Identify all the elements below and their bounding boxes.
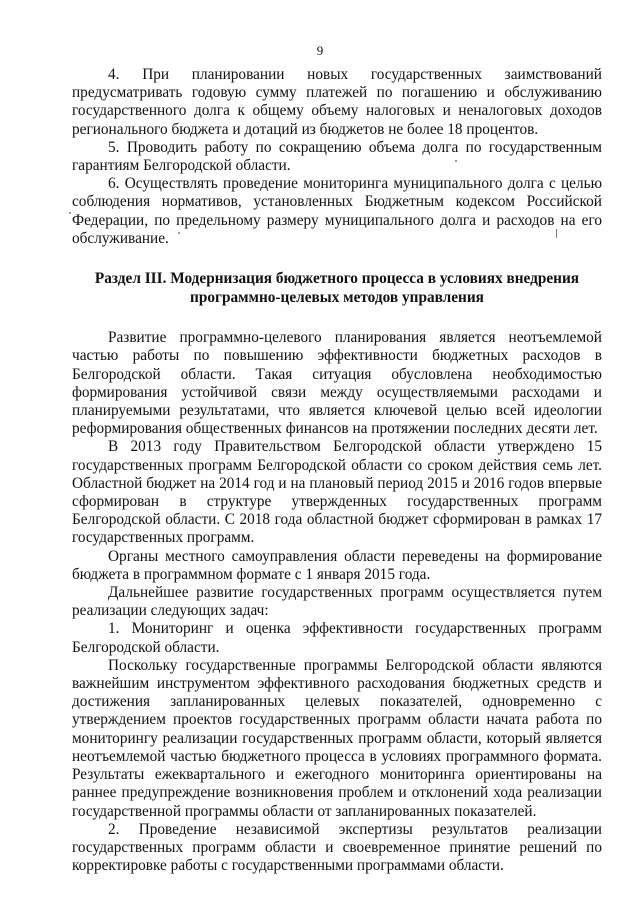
section-heading: Раздел III. Модернизация бюджетного процесса в условиях внедрения программно-целевых методов управления (94, 270, 580, 306)
page-number: 9 (316, 43, 324, 58)
paragraph-program-planning: Развитие программно-целевого планирования является неотъемлемой частью работы по повышению эффективности бюджетных расходов в Белгородской области. Такая ситуация обусловлена необходимостью формирования устойчивой связи между осуществляемыми расходами и планируемыми результатами, что является ключевой целью всей идеологии реформирования общественных финансов на протяжении последних десяти лет. (72, 329, 602, 438)
paragraph-5: 5. Проводить работу по сокращению объема долга по государственным гарантиям Белгородской области. (72, 138, 602, 175)
paragraph-task-1: 1. Мониторинг и оценка эффективности государственных программ Белгородской области. (72, 620, 602, 656)
scan-speck (178, 232, 180, 234)
scan-speck (69, 212, 71, 214)
paragraph-4: 4. При планировании новых государственных заимствований предусматривать годовую сумму платежей по погашению и обслуживанию государственного долга к общему объему налоговых и неналоговых доходов регионального бюджета и дотаций из бюджетов не более 18 процентов. (72, 66, 602, 138)
scan-speck (556, 229, 557, 238)
paragraph-task-2: 2. Проведение независимой экспертизы результатов реализации государственных программ области и своевременное принятие решений по корректировке работы с государственными программами области. (72, 820, 602, 875)
document-body (72, 66, 602, 875)
paragraph-further-development: Дальнейшее развитие государственных программ осуществляется путем реализации следующих задач: (72, 584, 602, 620)
paragraph-2013-programs: В 2013 году Правительством Белгородской области утверждено 15 государственных программ Белгородской области со сроком действия семь лет. Областной бюджет на 2014 год и на плановый период 2015 и 2016 годов впервые сформирован в структуре утвержденных государственных программ Белгородской области. С 2018 года областной бюджет сформирован в рамках 17 государственных программ. (72, 438, 602, 547)
paragraph-local-government: Органы местного самоуправления области переведены на формирование бюджета в программном формате с 1 января 2015 года. (72, 547, 602, 583)
paragraph-6: 6. Осуществлять проведение мониторинга муниципального долга с целью соблюдения нормативов, установленных Бюджетным кодексом Российской Федерации, по предельному размеру муниципального долга и расходов на его обслуживание. (72, 175, 602, 247)
paragraph-monitoring: Поскольку государственные программы Белгородской области являются важнейшим инструментом эффективного расходования бюджетных средств и достижения запланированных целевых показателей, одновременно с утверждением проектов государственных программ области начата работа по мониторингу реализации государственных программ области, который является неотъемлемой частью бюджетного процесса в условиях программного формата. Результаты ежеквартального и ежегодного мониторинга ориентированы на раннее предупреждение возникновения проблем и отклонений хода реализации государственной программы области от запланированных показателей. (72, 656, 602, 820)
scan-speck (455, 160, 457, 162)
